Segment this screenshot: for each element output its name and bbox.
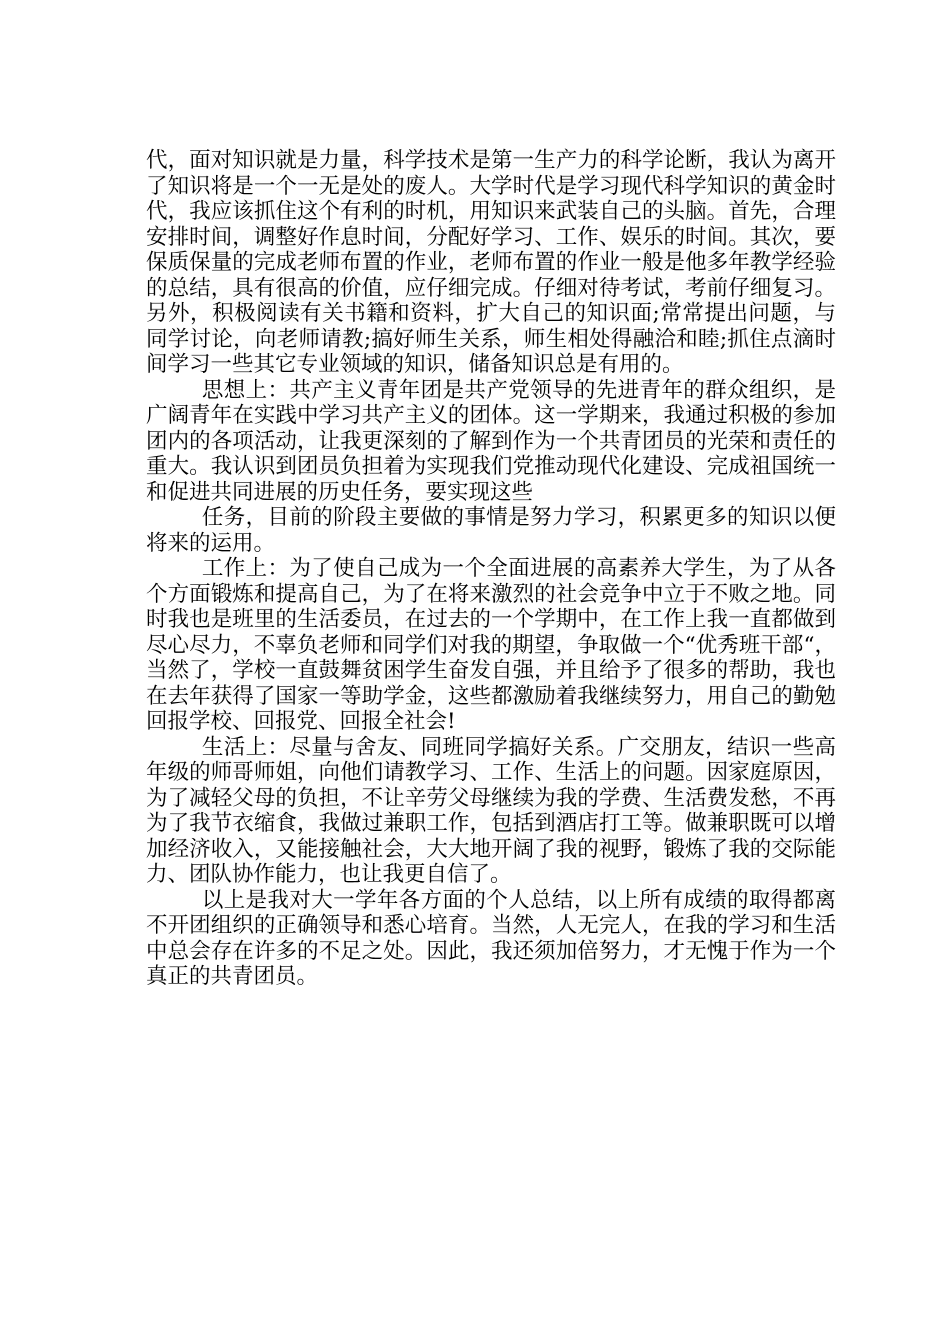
paragraph-life: 生活上：尽量与舍友、同班同学搞好关系。广交朋友，结识一些高年级的师哥师姐，向他们请教学习、工作、生活上的问题。因家庭原因，为了减轻父母的负担，不让辛劳父母继续为我的学费、生活费发愁，不再为了我节衣缩食，我做过兼职工作，包括到酒店打工等。做兼职既可以增加经济收入，又能接触社会，大大地开阔了我的视野，锻炼了我的交际能力、团队协作能力，也让我更自信了。	[146, 734, 836, 887]
paragraph-work: 工作上：为了使自己成为一个全面进展的高素养大学生，为了从各个方面锻炼和提高自己，为了在将来激烈的社会竞争中立于不败之地。同时我也是班里的生活委员，在过去的一个学期中，在工作上我一直都做到尽心尽力，不辜负老师和同学们对我的期望，争取做一个“优秀班干部“，当然了，学校一直鼓舞贫困学生奋发自强，并且给予了很多的帮助，我也在去年获得了国家一等助学金，这些都激励着我继续努力，用自己的勤勉回报学校、回报党、回报全社会!	[146, 556, 836, 734]
paragraph-ideology-continued: 任务，目前的阶段主要做的事情是努力学习，积累更多的知识以便将来的运用。	[146, 505, 836, 556]
paragraph-study-continued: 代，面对知识就是力量，科学技术是第一生产力的科学论断，我认为离开了知识将是一个一无是处的废人。大学时代是学习现代科学知识的黄金时代，我应该抓住这个有利的时机，用知识来武装自己的头脑。首先，合理安排时间，调整好作息时间，分配好学习、工作、娱乐的时间。其次，要保质保量的完成老师布置的作业，老师布置的作业一般是他多年教学经验的总结，具有很高的价值，应仔细完成。仔细对待考试，考前仔细复习。另外，积极阅读有关书籍和资料，扩大自己的知识面;常常提出问题，与同学讨论，向老师请教;搞好师生关系，师生相处得融洽和睦;抓住点滴时间学习一些其它专业领域的知识，储备知识总是有用的。	[146, 148, 836, 377]
paragraph-conclusion: 以上是我对大一学年各方面的个人总结，以上所有成绩的取得都离不开团组织的正确领导和悉心培育。当然，人无完人，在我的学习和生活中总会存在许多的不足之处。因此，我还须加倍努力，才无愧于作为一个真正的共青团员。	[146, 887, 836, 989]
document-body	[146, 148, 836, 990]
paragraph-ideology: 思想上：共产主义青年团是共产党领导的先进青年的群众组织，是广阔青年在实践中学习共产主义的团体。这一学期来，我通过积极的参加团内的各项活动，让我更深刻的了解到作为一个共青团员的光荣和责任的重大。我认识到团员负担着为实现我们党推动现代化建设、完成祖国统一和促进共同进展的历史任务，要实现这些	[146, 377, 836, 505]
